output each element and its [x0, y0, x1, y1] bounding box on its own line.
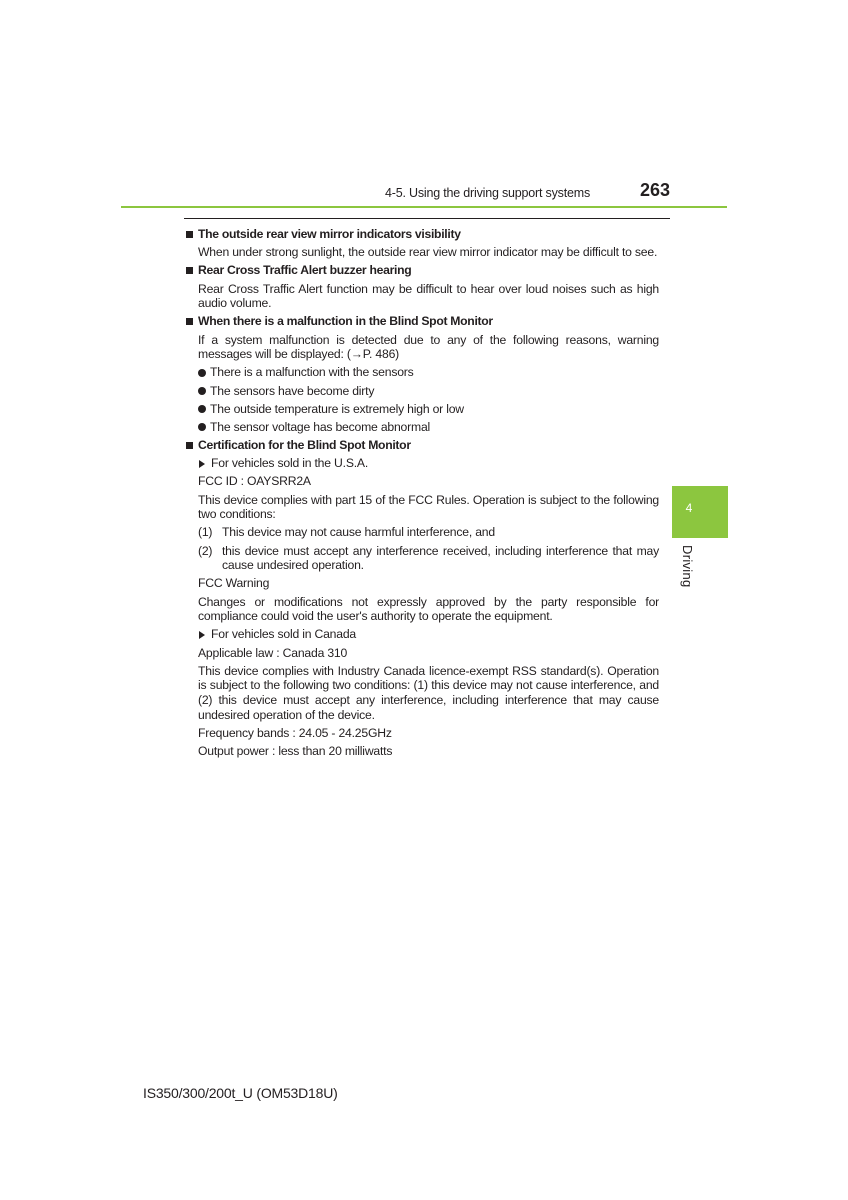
fcc-id: FCC ID : OAYSRR2A — [198, 474, 311, 489]
heading-text: When there is a malfunction in the Blind Spot Monitor — [198, 314, 493, 329]
numbered-item — [198, 525, 659, 540]
list-item — [198, 402, 659, 417]
chapter-label: Driving — [680, 545, 695, 588]
item-number: (2) — [198, 543, 213, 558]
list-item — [198, 420, 659, 435]
paragraph: This device complies with Industry Canada licence-exempt RSS standard(s). Operation is subject to the following two conditions: (1) this device may not cause interference, and (2) this device must accept any interference, including interference that may cause undesired operation of the device. — [198, 663, 659, 722]
frequency-bands: Frequency bands : 24.05 - 24.25GHz — [198, 725, 392, 740]
chapter-number: 4 — [685, 501, 693, 515]
region-label-text: For vehicles sold in Canada — [211, 627, 356, 642]
section-heading — [186, 438, 659, 453]
list-item — [198, 365, 659, 380]
round-bullet-icon — [198, 387, 206, 395]
chapter-tab — [672, 486, 728, 538]
item-number: (1) — [198, 525, 213, 540]
round-bullet-icon — [198, 423, 206, 431]
heading-text: The outside rear view mirror indicators visibility — [198, 227, 461, 241]
footer-model-code: IS350/300/200t_U (OM53D18U) — [143, 1085, 338, 1101]
paragraph: This device complies with part 15 of the FCC Rules. Operation is subject to the following two conditions: — [198, 492, 659, 522]
section-heading — [186, 263, 659, 278]
round-bullet-icon — [198, 405, 206, 413]
item-text: this device must accept any interference received, including interference that may cause undesired operation. — [222, 543, 659, 573]
item-text: This device may not cause harmful interference, and — [222, 525, 495, 540]
section-heading — [186, 227, 659, 242]
list-item-text: The outside temperature is extremely high or low — [210, 401, 464, 416]
triangle-arrow-icon — [199, 460, 205, 468]
section-title: 4-5. Using the driving support systems — [385, 186, 590, 200]
applicable-law: Applicable law : Canada 310 — [198, 645, 348, 660]
square-bullet-icon — [186, 318, 193, 325]
region-label-text: For vehicles sold in the U.S.A. — [211, 456, 369, 471]
paragraph: Changes or modifications not expressly approved by the party responsible for compliance could void the user's authority to operate the equipment. — [198, 594, 659, 624]
list-item-text: The sensors have become dirty — [210, 383, 375, 398]
region-label — [198, 456, 659, 471]
list-item — [198, 384, 659, 399]
header-green-rule — [121, 206, 727, 208]
paragraph: When under strong sunlight, the outside rear view mirror indicator may be difficult to see. — [198, 245, 658, 260]
fcc-warning-title: FCC Warning — [198, 576, 270, 591]
paragraph: If a system malfunction is detected due to any of the following reasons, warning messages will be displayed: (→P. 486) — [198, 332, 659, 362]
square-bullet-icon — [186, 442, 193, 449]
round-bullet-icon — [198, 369, 206, 377]
region-label — [198, 627, 659, 642]
heading-text: Certification for the Blind Spot Monitor — [198, 438, 411, 453]
numbered-item — [198, 544, 659, 573]
triangle-arrow-icon — [199, 631, 205, 639]
page-header — [0, 0, 848, 210]
section-heading — [186, 314, 659, 329]
output-power: Output power : less than 20 milliwatts — [198, 743, 393, 758]
list-item-text: The sensor voltage has become abnormal — [210, 419, 431, 434]
header-thin-rule — [184, 218, 670, 219]
heading-text: Rear Cross Traffic Alert buzzer hearing — [198, 263, 412, 278]
list-item-text: There is a malfunction with the sensors — [210, 365, 414, 380]
square-bullet-icon — [186, 231, 193, 238]
page-content — [186, 227, 659, 762]
square-bullet-icon — [186, 267, 193, 274]
page-number: 263 — [639, 180, 670, 200]
paragraph: Rear Cross Traffic Alert function may be difficult to hear over loud noises such as high audio volume. — [198, 281, 659, 311]
